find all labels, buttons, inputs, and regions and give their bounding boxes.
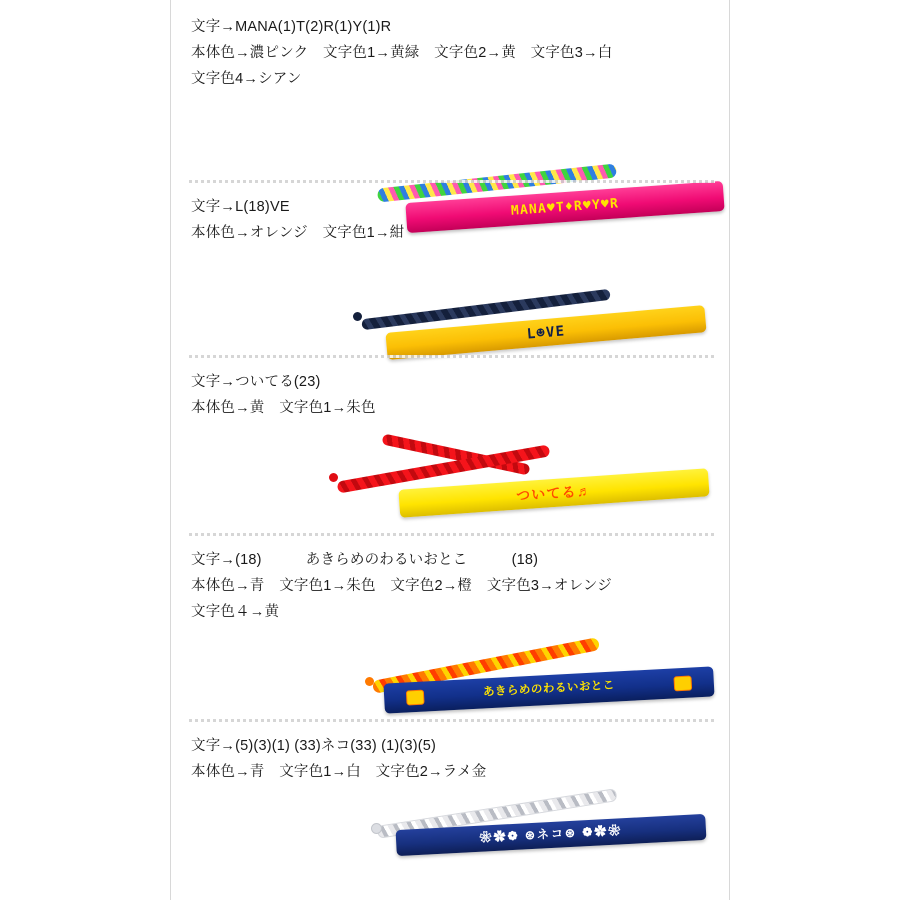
spec-line: 文字→MANA(1)T(2)R(1)Y(1)R xyxy=(191,19,392,35)
product-entry xyxy=(171,719,729,889)
right-page-rule xyxy=(729,0,730,900)
entry-text-block xyxy=(171,719,729,785)
entry-text-block xyxy=(171,180,729,246)
product-photo xyxy=(171,785,729,877)
bracelet-band-text: ❀✿❁ ⊛ネコ⊛ ❁✿❀ xyxy=(479,823,623,845)
product-photo xyxy=(171,625,729,713)
product-entry xyxy=(171,355,729,533)
bracelet-band-text: あきらめのわるいおとこ xyxy=(482,679,616,699)
spec-line: 本体色→黄 文字色1→朱色 xyxy=(191,400,376,416)
entry-text-block xyxy=(171,355,729,421)
cord-tip xyxy=(353,312,362,321)
spec-line: 本体色→青 文字色1→白 文字色2→ラメ金 xyxy=(191,764,487,780)
cord-tip xyxy=(365,677,374,686)
spec-line: 本体色→青 文字色1→朱色 文字色2→橙 文字色3→オレンジ xyxy=(191,578,612,594)
spec-line: 文字→(18) あきらめのわるいおとこ (18) xyxy=(191,552,539,568)
cord-tip xyxy=(371,823,382,834)
entry-divider xyxy=(189,180,715,183)
entry-divider xyxy=(189,533,715,536)
product-entry xyxy=(171,180,729,355)
cord-tip xyxy=(329,473,338,482)
bracelet-band-text: L☻VE xyxy=(526,323,566,343)
spec-line: 文字→ついてる(23) xyxy=(191,374,321,390)
entry-divider xyxy=(189,719,715,722)
spec-line: 文字→L(18)VE xyxy=(191,199,290,215)
spec-line: 文字色４→黄 xyxy=(191,604,280,620)
product-photo xyxy=(171,421,729,529)
spec-line: 文字色4→シアン xyxy=(191,71,302,87)
bracelet-band-text: ついてる♬ xyxy=(515,482,593,504)
bracelet-band-text: MANA♥T♦R♥Y♥R xyxy=(510,196,620,219)
entry-divider xyxy=(189,355,715,358)
product-entry xyxy=(171,533,729,719)
content-column xyxy=(171,0,729,900)
entry-text-block xyxy=(171,533,729,625)
spec-line: 本体色→濃ピンク 文字色1→黄緑 文字色2→黄 文字色3→白 xyxy=(191,45,613,61)
spec-line: 文字→(5)(3)(1) (33)ネコ(33) (1)(3)(5) xyxy=(191,738,437,754)
entry-text-block xyxy=(171,0,729,92)
bracelet-band xyxy=(398,468,709,518)
product-photo xyxy=(171,246,729,351)
spec-line: 本体色→オレンジ 文字色1→紺 xyxy=(191,225,405,241)
